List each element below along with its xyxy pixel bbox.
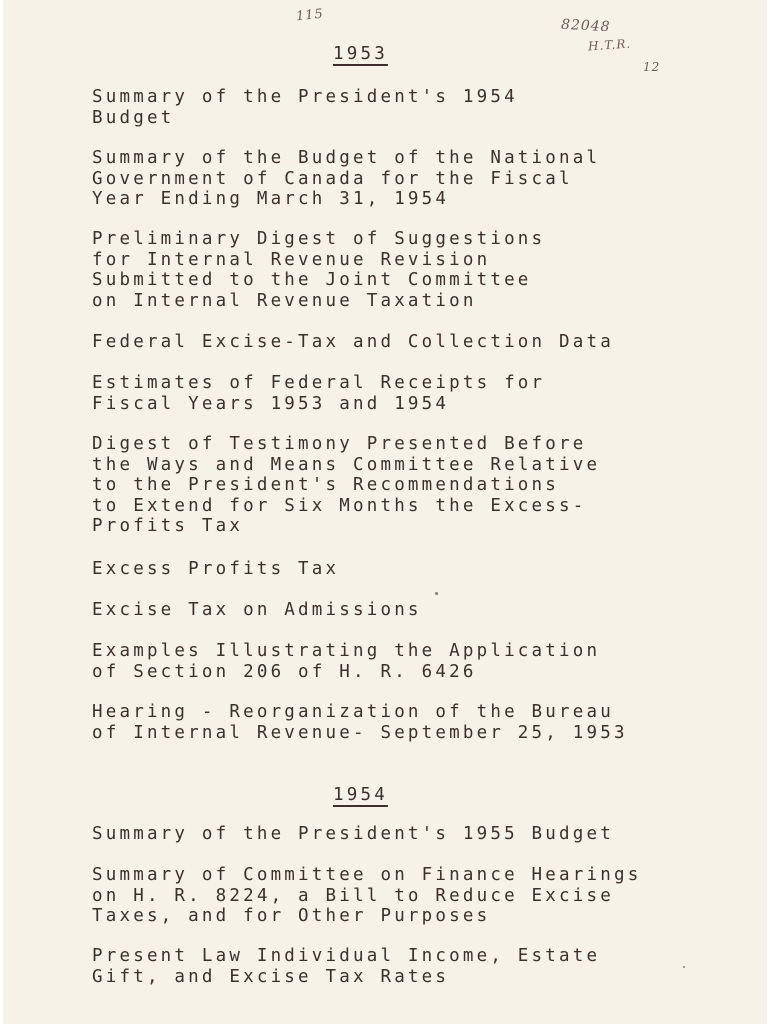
paper-speck [435,592,438,595]
list-item: Hearing - Reorganization of the Bureau of Internal Revenue- September 25, 1953 [92,702,628,743]
list-item: Digest of Testimony Presented Before the Ways and Means Committee Relative to the President's Recommendations to Extend for Six Months the Excess- Profits Tax [92,434,601,536]
list-item: Summary of the President's 1954 Budget [92,87,518,128]
paper-speck [683,966,685,968]
handwritten-note-top: 115 [295,6,325,25]
list-item: Federal Excise-Tax and Collection Data [92,332,614,352]
document-page [3,0,767,1024]
handwritten-initials: H.T.R. [587,36,632,54]
list-item: Estimates of Federal Receipts for Fiscal Years 1953 and 1954 [92,373,546,414]
list-item: Present Law Individual Income, Estate Gift, and Excise Tax Rates [92,946,601,987]
list-item: Examples Illustrating the Application of Section 206 of H. R. 6426 [92,641,601,682]
list-item: Preliminary Digest of Suggestions for Internal Revenue Revision Submitted to the Joint Committee on Internal Revenue Taxation [92,229,546,311]
list-item: Excess Profits Tax [92,559,340,579]
list-item: Summary of the Budget of the National Government of Canada for the Fiscal Year Ending March 31, 1954 [92,148,601,209]
list-item: Excise Tax on Admissions [92,600,422,620]
list-item: Summary of Committee on Finance Hearings on H. R. 8224, a Bill to Reduce Excise Taxes, and for Other Purposes [92,865,642,926]
section-heading-1954: 1954 [333,785,388,805]
section-heading-1953: 1953 [333,44,388,64]
handwritten-page-number: 12 [643,60,661,74]
list-item: Summary of the President's 1955 Budget [92,824,614,844]
handwritten-number: 82048 [560,16,611,36]
